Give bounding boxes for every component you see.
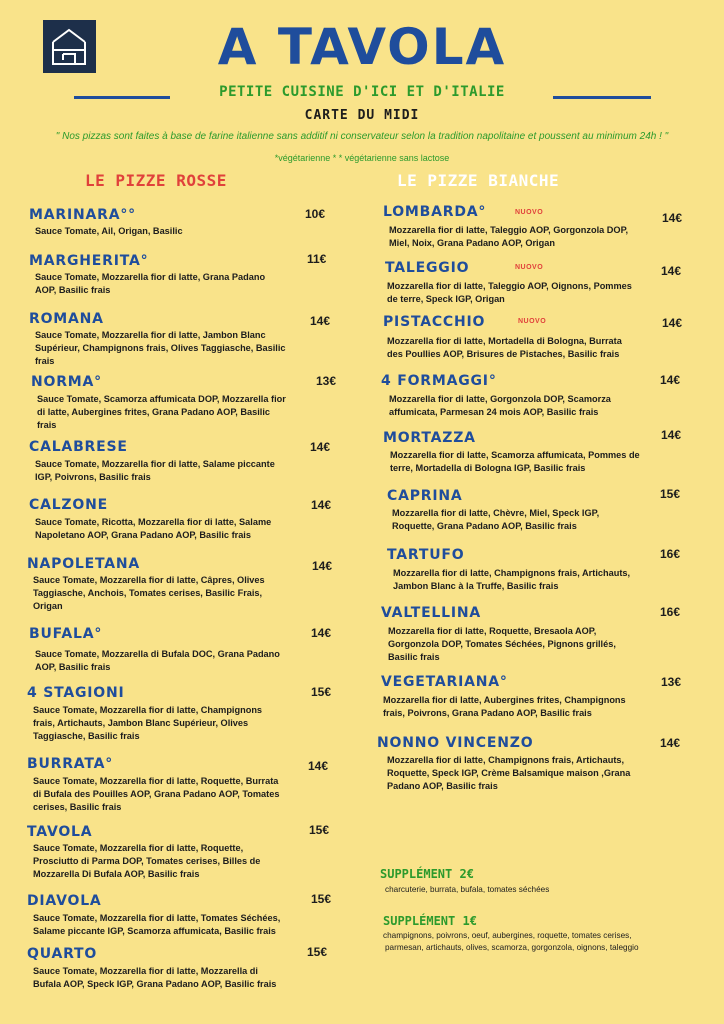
item-price: 16€: [660, 605, 681, 619]
item-name: TAVOLA: [27, 824, 93, 840]
item-name: NAPOLETANA: [27, 556, 141, 572]
item-price: 14€: [660, 373, 681, 387]
item-desc: Sauce Tomate, Mozzarella fior di latte, Câpres, Olives Taggiasche, Anchois, Tomates cerises, Basilic Frais, Origan: [33, 575, 265, 611]
item-name: CAPRINA: [387, 488, 463, 504]
new-badge: NUOVO: [515, 264, 544, 271]
item-name: MARINARA°°: [29, 207, 136, 223]
item-price: 14€: [661, 264, 682, 278]
item-name: NORMA°: [31, 374, 102, 390]
item-price: 14€: [311, 498, 332, 512]
item-desc: Sauce Tomate, Mozzarella fior di latte, Jambon Blanc Supérieur, Champignons frais, Olives Taggiasche, Basilic frais: [35, 330, 286, 366]
item-price: 13€: [661, 675, 682, 689]
supplement-1-title: SUPPLÉMENT 1€: [383, 914, 477, 928]
item-price: 15€: [660, 487, 681, 501]
item-name: CALZONE: [29, 497, 108, 513]
item-price: 10€: [305, 207, 326, 221]
item-desc: Sauce Tomate, Ricotta, Mozzarella fior di latte, Salame Napoletano AOP, Grana Padano AOP, Basilic frais: [35, 517, 272, 540]
item-name: BUFALA°: [29, 626, 103, 642]
item-desc: Sauce Tomate, Mozzarella fior di latte, Mozzarella di Bufala AOP, Speck IGP, Grana Padano AOP, Basilic frais: [33, 966, 277, 989]
item-desc: Sauce Tomate, Mozzarella fior di latte, Salame piccante IGP, Poivrons, Basilic frais: [35, 459, 275, 482]
item-price: 11€: [307, 252, 327, 266]
new-badge: NUOVO: [518, 318, 547, 325]
subtitle: PETITE CUISINE D'ICI ET D'ITALIE: [219, 84, 505, 100]
item-desc: Sauce Tomate, Mozzarella fior di latte, Roquette, Prosciutto di Parma DOP, Tomates cerises, Billes de Mozzarella Di Bufala AOP, Basilic frais: [33, 843, 261, 879]
new-badge: NUOVO: [515, 209, 544, 216]
item-desc: Mozzarella fior di latte, Roquette, Bresaola AOP, Gorgonzola DOP, Tomates Séchées, Pignons grillés, Basilic frais: [388, 626, 616, 662]
item-name: DIAVOLA: [27, 893, 102, 909]
item-desc: Mozzarella fior di latte, Taleggio AOP, Oignons, Pommes de terre, Speck IGP, Origan: [387, 281, 632, 304]
item-name: CALABRESE: [29, 439, 128, 455]
item-name: VALTELLINA: [381, 605, 482, 621]
item-price: 14€: [311, 626, 332, 640]
item-name: BURRATA°: [27, 756, 114, 772]
item-price: 14€: [312, 559, 333, 573]
item-desc: Mozzarella fior di latte, Champignons frais, Artichauts, Jambon Blanc à la Truffe, Basilic frais: [393, 568, 631, 591]
item-desc: Mozzarella fior di latte, Gorgonzola DOP, Scamorza affumicata, Parmesan 24 mois AOP, Basilic frais: [389, 394, 611, 417]
item-desc: Mozzarella fior di latte, Taleggio AOP, Gorgonzola DOP, Miel, Noix, Grana Padano AOP, Origan: [389, 225, 629, 248]
item-desc: Sauce Tomate, Mozzarella fior di latte, Grana Padano AOP, Basilic frais: [35, 272, 266, 295]
item-desc: Sauce Tomate, Mozzarella fior di latte, Roquette, Burrata di Bufala des Pouilles AOP, Grana Padano AOP, Tomates cerises, Basilic frais: [33, 776, 280, 812]
supplement-2-desc: charcuterie, burrata, bufala, tomates séchées: [385, 885, 550, 894]
item-name: TALEGGIO: [385, 260, 470, 276]
item-desc: Mozzarella fior di latte, Scamorza affumicata, Pommes de terre, Mortadella di Bologna IGP, Basilic frais: [390, 450, 640, 473]
dough-note: " Nos pizzas sont faites à base de farine italienne sans additif ni conservateur selon la tradition napolitaine et poussent au minimum 24h ! ": [55, 131, 669, 142]
item-price: 15€: [311, 892, 332, 906]
item-desc: Sauce Tomate, Scamorza affumicata DOP, Mozzarella fior di latte, Aubergines frites, Grana Padano AOP, Basilic frais: [37, 394, 286, 430]
item-desc: Mozzarella fior di latte, Champignons frais, Artichauts, Roquette, Speck IGP, Crème Balsamique maison ,Grana Padano AOP, Basilic frais: [387, 755, 631, 791]
item-price: 14€: [662, 316, 683, 330]
item-name: MORTAZZA: [383, 430, 476, 446]
item-name: MARGHERITA°: [29, 253, 149, 269]
item-name: ROMANA: [29, 311, 104, 327]
item-price: 15€: [307, 945, 328, 959]
item-name: NONNO VINCENZO: [377, 735, 534, 751]
item-price: 14€: [308, 759, 329, 773]
supplement-1-desc: champignons, poivrons, oeuf, aubergines, roquette, tomates cerises, parmesan, artichauts, olives, scamorza, gorgonzola, oignons, taleggio: [383, 931, 639, 952]
item-price: 14€: [662, 211, 683, 225]
item-name: TARTUFO: [387, 547, 465, 563]
item-desc: Sauce Tomate, Mozzarella fior di latte, Tomates Séchées, Salame piccante IGP, Scamorza affumicata, Basilic frais: [33, 913, 281, 936]
item-desc: Sauce Tomate, Ail, Origan, Basilic: [35, 226, 183, 236]
item-desc: Sauce Tomate, Mozzarella di Bufala DOC, Grana Padano AOP, Basilic frais: [35, 649, 280, 672]
item-name: 4 FORMAGGI°: [381, 373, 497, 389]
page-title: A TAVOLA: [217, 18, 507, 76]
menu-heading: CARTE DU MIDI: [304, 108, 420, 123]
item-price: 15€: [311, 685, 332, 699]
item-price: 14€: [661, 428, 682, 442]
item-desc: Mozzarella fior di latte, Chèvre, Miel, Speck IGP, Roquette, Grana Padano AOP, Basilic frais: [392, 508, 600, 531]
item-desc: Mozzarella fior di latte, Mortadella di Bologna, Burrata des Poullies AOP, Brisures de Pistaches, Basilic frais: [387, 336, 622, 359]
item-price: 14€: [660, 736, 681, 750]
item-name: 4 STAGIONI: [27, 685, 125, 701]
item-price: 14€: [310, 440, 331, 454]
item-name: VEGETARIANA°: [381, 674, 508, 690]
item-price: 14€: [310, 314, 331, 328]
item-name: QUARTO: [27, 946, 98, 962]
item-price: 13€: [316, 374, 337, 388]
diet-legend: *végétarienne * * végétarienne sans lactose: [274, 153, 450, 163]
item-desc: Mozzarella fior di latte, Aubergines frites, Champignons frais, Poivrons, Grana Padano AOP, Basilic frais: [383, 695, 626, 718]
item-price: 15€: [309, 823, 330, 837]
supplement-2-title: SUPPLÉMENT 2€: [380, 867, 474, 881]
item-desc: Sauce Tomate, Mozzarella fior di latte, Champignons frais, Artichauts, Jambon Blanc Supérieur, Olives Taggiasche, Basilic frais: [33, 705, 263, 741]
section-title-rosse: LE PIZZE ROSSE: [85, 171, 227, 190]
item-price: 16€: [660, 547, 681, 561]
item-name: PISTACCHIO: [383, 314, 486, 330]
item-name: LOMBARDA°: [383, 204, 487, 220]
section-title-bianche: LE PIZZE BIANCHE: [397, 171, 560, 190]
